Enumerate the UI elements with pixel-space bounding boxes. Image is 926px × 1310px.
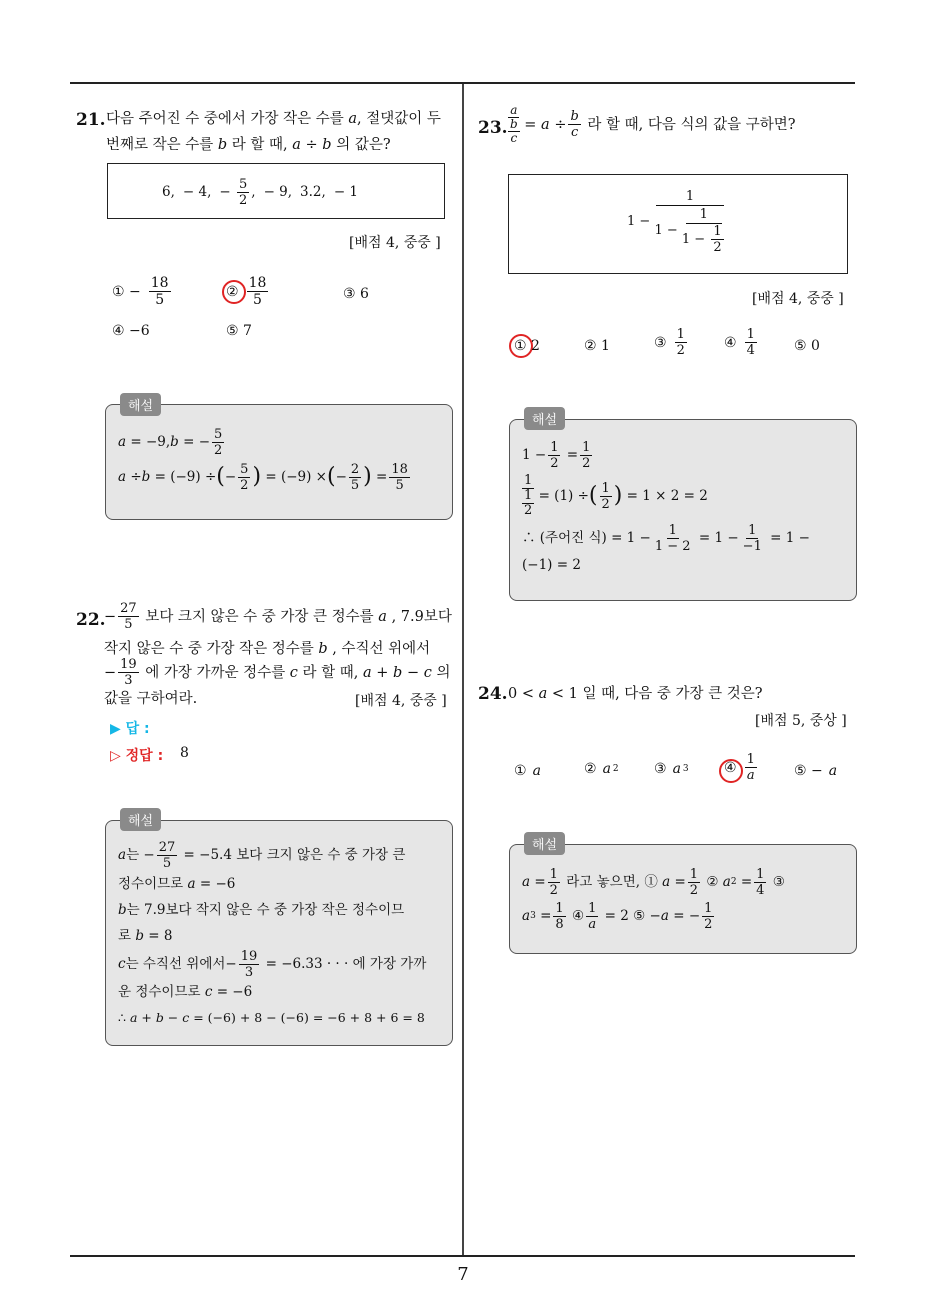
q21-num-5: 3.2,	[300, 184, 326, 200]
q21-num-1: 6,	[162, 184, 175, 200]
q24-score: [배점 5, 중상 ]	[755, 713, 847, 729]
page-number: 7	[457, 1264, 469, 1285]
bottom-rule	[70, 1255, 855, 1257]
q21-choice-4: ④ −6	[112, 323, 150, 339]
q24-sol-line2: a 3 = $\frac{1}{8}$ ④ $\frac{1}{a}$ = 2 ⑤ − a = − $\frac{1}{2}$	[522, 900, 713, 932]
q21-num-6: − 1	[333, 184, 359, 200]
q23-expression: 1 − 1 1 − 1 1 − $\frac{1}{2}$	[627, 189, 726, 254]
q23-sol-line2: 1 1 2 = (1) ÷ ( $\frac{1}{2}$ ) = 1 × 2 = 2	[524, 472, 708, 519]
q22-number: 22.	[76, 610, 106, 630]
q23-solution-box	[509, 419, 857, 601]
q23-solution-tag: 해설	[524, 407, 565, 430]
q22-sol-line5: c 는 수직선 위에서− $\frac{19}{3}$ = −6.33 · · · 에 가장 가까	[118, 948, 427, 980]
q23-text-line1: a b c = a ÷ $\frac{b}{c}$ 라 할 때, 다음 식의 값을 구하면?	[510, 103, 796, 146]
q21-sol-line2: a ÷ b = (−9) ÷ ( − $\frac{5}{2}$ ) = (−9) × ( − $\frac{2}{5}$ ) = $\frac{18}{5}$	[118, 461, 408, 493]
q22-text-line2: 작지 않은 수 중 가장 작은 정수를 b , 수직선 위에서	[104, 641, 431, 657]
q24-text-line1: 0 < a < 1 일 때, 다음 중 가장 큰 것은?	[508, 686, 763, 702]
q21-solution-tag: 해설	[120, 393, 161, 416]
q22-sol-line7: ∴ a + b − c = (−6) + 8 − (−6) = −6 + 8 + 6 = 8	[118, 1010, 425, 1025]
q21-text-line1: 다음 주어진 수 중에서 가장 작은 수를 a, 절댓값이 두	[106, 111, 441, 127]
q24-choice-2: ② a 2	[584, 761, 619, 777]
q22-sol-line6: 운 정수이므로 c = −6	[118, 984, 253, 1000]
q21-num-4: − 9,	[263, 184, 293, 200]
q24-choice-1: ① a	[514, 763, 541, 779]
q22-correct-label: ▷ 정답 :	[110, 748, 164, 764]
q23-sol-line3: ∴ (주어진 식) = 1 − $\frac{1}{1 - 2}$ = 1 − $\frac{1}{-1}$ = 1 −	[522, 522, 810, 554]
q21-score: [배점 4, 중중 ]	[349, 235, 441, 251]
q22-sol-line1: a 는 − $\frac{27}{5}$ = −5.4 보다 크지 않은 수 중 가장 큰	[118, 839, 406, 871]
q21-number-box	[107, 163, 445, 219]
q23-number: 23.	[478, 118, 508, 138]
q21-number: 21.	[76, 110, 106, 130]
q24-choice-5: ⑤ − a	[794, 763, 838, 779]
q23-score: [배점 4, 중중 ]	[752, 291, 844, 307]
q22-sol-line2: 정수이므로 a = −6	[118, 876, 236, 892]
q24-solution-box	[509, 844, 857, 954]
q22-solution-box	[105, 820, 453, 1046]
q21-num-2: − 4,	[182, 184, 212, 200]
q23-sol-line1: 1 − $\frac{1}{2}$ = $\frac{1}{2}$	[522, 439, 591, 471]
q21-choice-3: ③ 6	[343, 286, 369, 302]
q24-choice-3: ③ a 3	[654, 761, 689, 777]
q23-sol-line4: (−1) = 2	[522, 557, 581, 573]
q22-solution-tag: 해설	[120, 808, 161, 831]
q24-number: 24.	[478, 684, 508, 704]
q22-sol-line3: b는 7.9보다 작지 않은 수 중 가장 작은 정수이므	[118, 902, 405, 918]
q22-correct-value: 8	[180, 745, 189, 761]
q24-sol-line1: a = $\frac{1}{2}$ 라고 놓으면, ① a = $\frac{1}{2}$ ② a 2 = $\frac{1}{4}$ ③	[522, 866, 785, 898]
q23-expression-box	[508, 174, 848, 274]
q23-choice-5: ⑤ 0	[794, 338, 820, 354]
q22-text-line1: − $\frac{27}{5}$ 보다 크지 않은 수 중 가장 큰 정수를 a , 7.9보다	[104, 601, 452, 632]
q22-answer-label: ▶ 답 :	[110, 721, 150, 737]
q22-text-line4: 값을 구하여라.	[104, 691, 198, 707]
q21-choice-5: ⑤ 7	[226, 323, 252, 339]
q21-choice-1: ① − $\frac{18}{5}$	[112, 275, 169, 308]
q22-score: [배점 4, 중중 ]	[355, 693, 447, 709]
q21-text-line2: 번째로 작은 수를 b 라 할 때, a ÷ b 의 값은?	[106, 137, 391, 153]
q23-choice-3: ③ $\frac{1}{2}$	[654, 327, 685, 358]
q22-sol-line4: 로 b = 8	[118, 928, 173, 944]
q24-solution-tag: 해설	[524, 832, 565, 855]
q24-choice-4: ④ $\frac{1}{a}$	[724, 752, 755, 783]
column-divider	[462, 84, 464, 1256]
q22-text-line3: − $\frac{19}{3}$ 에 가장 가까운 정수를 c 라 할 때, a + b − c 의	[104, 657, 451, 688]
q21-solution-box	[105, 404, 453, 520]
q21-choice-2: ② $\frac{18}{5}$	[226, 275, 267, 308]
q21-num-3: − $\frac{5}{2}$ ,	[219, 176, 256, 208]
q23-choice-1: ① 2	[514, 338, 540, 354]
q23-choice-4: ④ $\frac{1}{4}$	[724, 327, 755, 358]
q23-choice-2: ② 1	[584, 338, 610, 354]
q21-sol-line1: a = −9, b = − $\frac{5}{2}$	[118, 426, 223, 458]
